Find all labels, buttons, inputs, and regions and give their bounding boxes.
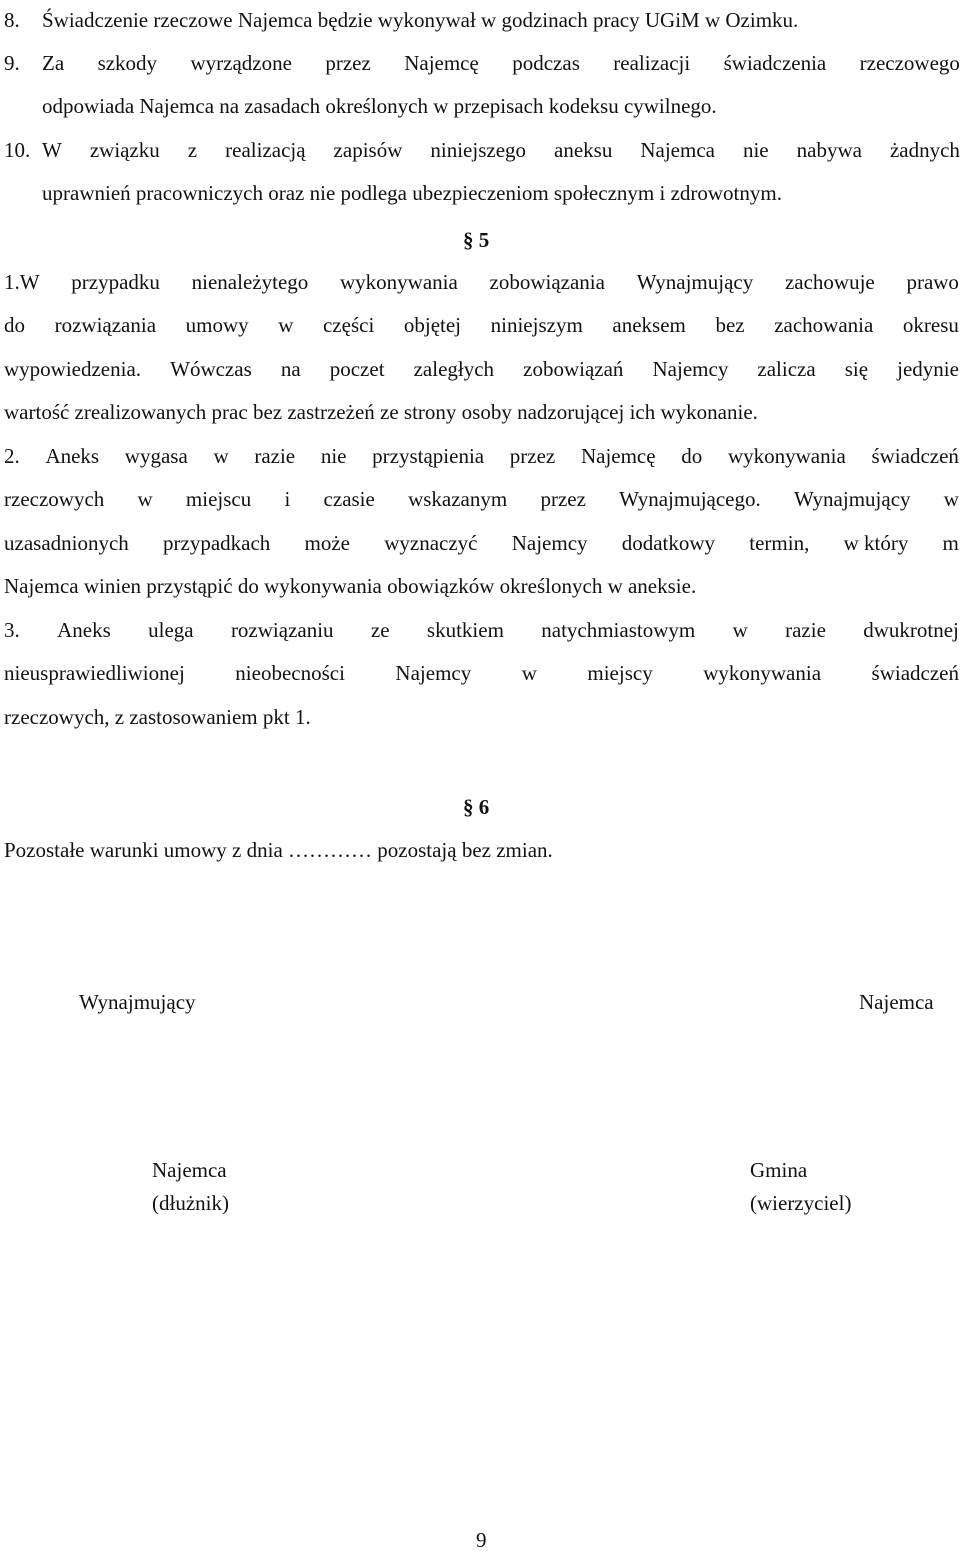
word: w [943,487,959,511]
paragraph-line: wartość zrealizowanych prac bez zastrzeżeń ze strony osoby nadzorującej ich wykonanie. [4,400,758,424]
word: razie [254,444,296,468]
word: bez [715,313,745,337]
word: zalicza [757,357,816,381]
word: wygasa [124,444,188,468]
word: prawo [906,270,959,294]
paragraph-line: Najemca winien przystąpić do wykonywania obowiązków określonych w aneksie. [4,574,697,598]
word: realizacją [225,138,306,162]
word: na [280,357,301,381]
word: Za [42,51,65,75]
word: w który [843,531,909,555]
word: razie [785,618,826,642]
word: nabywa [796,138,862,162]
word: miejscu [185,487,252,511]
word: zachowania [774,313,874,337]
word: 1.W [4,270,40,294]
word: nieobecności [235,661,345,685]
section-6-heading: § 6 [463,795,490,819]
word: zapisów [333,138,403,162]
word: w [137,487,153,511]
word: termin, [749,531,810,555]
section-6-text: Pozostałe warunki umowy z dnia ………… pozostają bez zmian. [4,838,553,862]
word: W [42,138,62,162]
word: m [942,531,959,555]
word: objętej [403,313,462,337]
word: wyrządzone [190,51,292,75]
word: uzasadnionych [4,531,129,555]
word: natychmiastowym [541,618,696,642]
word: części [322,313,375,337]
word: skutkiem [426,618,504,642]
signature-tenant: Najemca [859,990,934,1014]
paragraph-line [4,661,959,685]
word: może [304,531,350,555]
word: niniejszym [490,313,583,337]
word: wykonywania [339,270,458,294]
item-9-number: 9. [4,51,20,75]
word: poczet [329,357,385,381]
word: wypowiedzenia. [4,357,142,381]
word: przez [540,487,586,511]
word: jedynie [897,357,959,381]
word: aneksu [554,138,613,162]
word: aneksem [612,313,686,337]
word: wykonywania [703,661,822,685]
word: nie [320,444,347,468]
word: Najemcę [580,444,656,468]
word: rozwiązania [54,313,157,337]
word: nienależytego [191,270,309,294]
paragraph-line: rzeczowych, z zastosowaniem pkt 1. [4,705,311,729]
signature-creditor-role: (wierzyciel) [750,1191,852,1215]
word: zobowiązania [489,270,605,294]
word: dodatkowy [621,531,716,555]
word: z [187,138,198,162]
word: Najemcy [652,357,729,381]
section-5-heading: § 5 [463,228,490,252]
word: szkody [97,51,158,75]
item-8 [4,8,798,32]
word: świadczeń [871,444,959,468]
word: czasie [323,487,375,511]
item-10-number: 10. [4,138,31,162]
item-10-line-2: uprawnień pracowniczych oraz nie podlega ubezpieczeniom społecznym i zdrowotnym. [42,181,782,205]
word: związku [89,138,160,162]
word: rzeczowego [859,51,960,75]
word: w [521,661,537,685]
word: Aneks [57,618,111,642]
word: podczas [512,51,580,75]
word: przystąpienia [372,444,485,468]
word: do [4,313,25,337]
word: miejscy [587,661,653,685]
word: nie [742,138,769,162]
item-10-line-1 [42,138,960,162]
item-text: Świadczenie rzeczowe Najemca będzie wykonywał w godzinach pracy UGiM w Ozimku. [42,8,799,32]
word: Najemcę [404,51,479,75]
page-number: 9 [476,1528,487,1552]
word: Wówczas [170,357,252,381]
word: Najemcy [511,531,588,555]
word: rzeczowych [4,487,105,511]
word: ulega [148,618,194,642]
word: przypadku [71,270,160,294]
word: Wynajmującego. [619,487,761,511]
word: przez [509,444,556,468]
paragraph-line [4,531,959,555]
item-9-line-1 [42,51,960,75]
word: nieusprawiedliwionej [4,661,185,685]
word: dwukrotnej [863,618,959,642]
word: wskazanym [408,487,508,511]
word: Wynajmujący [636,270,754,294]
signature-creditor-name: Gmina [750,1158,808,1182]
word: Aneks [45,444,100,468]
word: się [844,357,869,381]
word: żadnych [889,138,960,162]
word: wykonywania [727,444,846,468]
word: świadczenia [723,51,827,75]
word: i [284,487,291,511]
signature-debtor-name: Najemca [152,1158,227,1182]
word: w [213,444,229,468]
word: 3. [4,618,20,642]
signature-debtor-role: (dłużnik) [152,1191,229,1215]
paragraph-line [4,444,959,468]
word: umowy [185,313,249,337]
paragraph-line [4,487,959,511]
word: Najemca [640,138,715,162]
paragraph-line [4,270,959,294]
paragraph-line [4,618,959,642]
word: ze [370,618,390,642]
word: Wynajmujący [794,487,911,511]
word: w [732,618,748,642]
word: Najemcy [395,661,472,685]
word: rozwiązaniu [230,618,334,642]
word: wyznaczyć [384,531,478,555]
word: do [681,444,703,468]
word: okresu [902,313,959,337]
paragraph-line [4,313,959,337]
word: zachowuje [784,270,875,294]
item-9-line-2: odpowiada Najemca na zasadach określonych w przepisach kodeksu cywilnego. [42,94,717,118]
item-number: 8. [4,8,20,32]
word: w [278,313,294,337]
word: zaległych [413,357,495,381]
word: 2. [4,444,20,468]
word: świadczeń [871,661,959,685]
word: realizacji [613,51,691,75]
paragraph-line [4,357,959,381]
word: przypadkach [163,531,271,555]
word: przez [325,51,371,75]
word: niniejszego [430,138,527,162]
signature-landlord: Wynajmujący [79,990,196,1014]
word: zobowiązań [523,357,624,381]
